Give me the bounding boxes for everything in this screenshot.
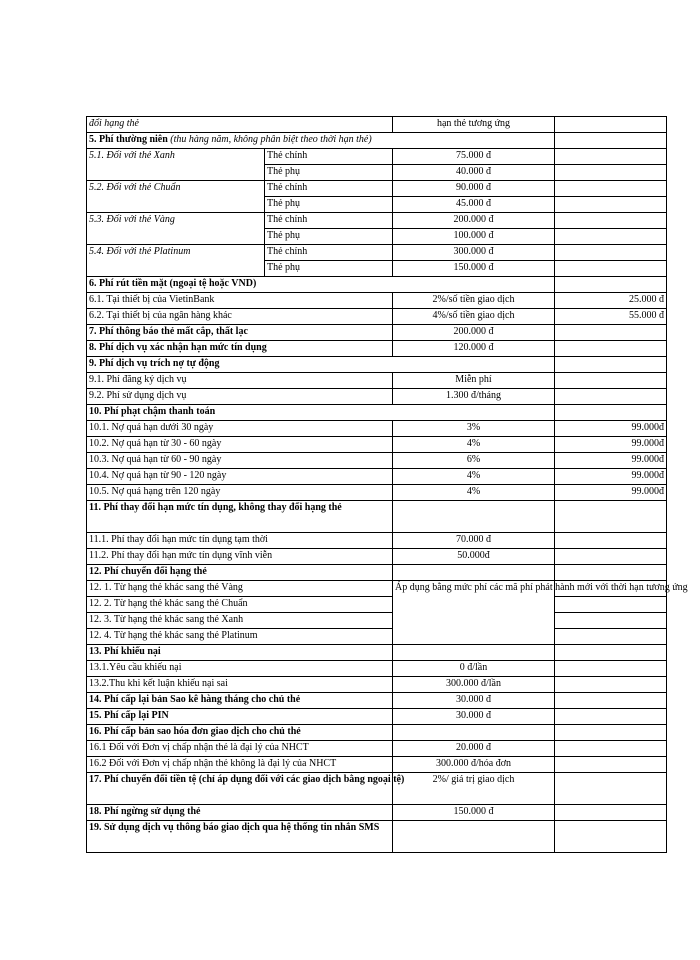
fee-value: 300.000 đ/hóa đơn — [393, 757, 555, 773]
card-type: Thẻ phụ — [265, 261, 393, 277]
empty-cell — [555, 277, 667, 293]
row-label: 16.1 Đối với Đơn vị chấp nhận thẻ là đại lý của NHCT — [87, 741, 393, 757]
section-title: 15. Phí cấp lại PIN — [87, 709, 393, 725]
fee-value: hạn thẻ tương ứng — [393, 117, 555, 133]
fee-table — [86, 116, 688, 853]
empty-cell — [555, 693, 667, 709]
section-label — [87, 133, 555, 149]
section-title: 19. Sử dụng dịch vụ thông báo giao dịch qua hệ thống tin nhắn SMS — [87, 821, 393, 853]
empty-cell — [555, 149, 667, 165]
card-type: Thẻ phụ — [265, 229, 393, 245]
empty-cell — [555, 709, 667, 725]
empty-cell — [555, 821, 667, 853]
fee-value: 75.000 đ — [393, 149, 555, 165]
empty-cell — [555, 629, 667, 645]
empty-cell — [555, 229, 667, 245]
fee-value: 50.000đ — [393, 549, 555, 565]
empty-cell — [555, 389, 667, 405]
empty-cell — [555, 373, 667, 389]
section-header — [87, 565, 667, 581]
empty-cell — [555, 741, 667, 757]
section-title: 16. Phí cấp bản sao hóa đơn giao dịch cho chủ thẻ — [87, 725, 393, 741]
fee-minimum: 99.000đ — [555, 469, 667, 485]
table-row — [87, 421, 667, 437]
empty-cell — [555, 725, 667, 741]
empty-cell — [393, 725, 555, 741]
row-label: 12. 2. Từ hạng thẻ khác sang thẻ Chuẩn — [87, 597, 393, 613]
section-header — [87, 341, 667, 357]
table-row — [87, 453, 667, 469]
section-header — [87, 709, 667, 725]
fee-value: 4% — [393, 485, 555, 501]
row-label: 9.2. Phí sử dụng dịch vụ — [87, 389, 393, 405]
empty-cell — [555, 261, 667, 277]
fee-value: 2%/ giá trị giao dịch — [393, 773, 555, 805]
fee-value: 200.000 đ — [393, 325, 555, 341]
row-label: 12. 4. Từ hạng thẻ khác sang thẻ Platinum — [87, 629, 393, 645]
row-label: 6.2. Tại thiết bị của ngân hàng khác — [87, 309, 393, 325]
section-header — [87, 773, 667, 805]
fee-value: Áp dụng bằng mức phí các mã phí phát hành mới với thời hạn tương ứng — [393, 581, 555, 645]
row-label: 10.1. Nợ quá hạn dưới 30 ngày — [87, 421, 393, 437]
empty-cell — [555, 533, 667, 549]
fee-minimum: 99.000đ — [555, 421, 667, 437]
card-type: Thẻ chính — [265, 149, 393, 165]
empty-cell — [393, 501, 555, 533]
section-header — [87, 725, 667, 741]
section-title: 6. Phí rút tiền mặt (ngoại tệ hoặc VND) — [87, 277, 555, 293]
empty-cell — [555, 325, 667, 341]
table-row — [87, 549, 667, 565]
section-title: 18. Phí ngừng sử dụng thẻ — [87, 805, 393, 821]
row-label: 5.1. Đối với thẻ Xanh — [87, 149, 265, 181]
empty-cell — [393, 565, 555, 581]
fee-value: 30.000 đ — [393, 693, 555, 709]
row-label: 5.2. Đối với thẻ Chuẩn — [87, 181, 265, 213]
section-title: 8. Phí dịch vụ xác nhận hạn mức tín dụng — [87, 341, 393, 357]
section-header — [87, 357, 667, 373]
table-row — [87, 757, 667, 773]
card-type: Thẻ phụ — [265, 197, 393, 213]
row-label: 13.1.Yêu cầu khiếu nại — [87, 661, 393, 677]
table-row — [87, 373, 667, 389]
table-row — [87, 661, 667, 677]
table-row — [87, 741, 667, 757]
empty-cell — [555, 677, 667, 693]
row-label: 16.2 Đối với Đơn vị chấp nhận thẻ không là đại lý của NHCT — [87, 757, 393, 773]
row-label: 12. 1. Từ hạng thẻ khác sang thẻ Vàng — [87, 581, 393, 597]
card-type: Thẻ chính — [265, 245, 393, 261]
row-label: 11.1. Phí thay đổi hạn mức tín dụng tạm thời — [87, 533, 393, 549]
fee-minimum: 99.000đ — [555, 453, 667, 469]
row-label: 5.3. Đối với thẻ Vàng — [87, 213, 265, 245]
table-row — [87, 677, 667, 693]
empty-cell — [555, 341, 667, 357]
section-header — [87, 693, 667, 709]
empty-cell — [555, 645, 667, 661]
fee-value: 120.000 đ — [393, 341, 555, 357]
section-header — [87, 805, 667, 821]
fee-value: 0 đ/lần — [393, 661, 555, 677]
empty-cell — [555, 405, 667, 421]
row-label: 12. 3. Từ hạng thẻ khác sang thẻ Xanh — [87, 613, 393, 629]
empty-cell — [555, 357, 667, 373]
empty-cell — [555, 213, 667, 229]
fee-value: 6% — [393, 453, 555, 469]
row-label: 10.4. Nợ quá hạn từ 90 - 120 ngày — [87, 469, 393, 485]
table-row — [87, 597, 667, 613]
empty-cell — [393, 821, 555, 853]
section-header — [87, 501, 667, 533]
table-row — [87, 149, 667, 165]
section-title: 13. Phí khiếu nại — [87, 645, 393, 661]
card-type: Thẻ phụ — [265, 165, 393, 181]
section-header — [87, 405, 667, 421]
fee-value: 45.000 đ — [393, 197, 555, 213]
table-row — [87, 213, 667, 229]
row-label: 5.4. Đối với thẻ Platinum — [87, 245, 265, 277]
table-row — [87, 485, 667, 501]
fee-value: 4%/số tiền giao dịch — [393, 309, 555, 325]
empty-cell — [555, 565, 667, 581]
section-title: 17. Phí chuyển đổi tiền tệ (chỉ áp dụng đối với các giao dịch bằng ngoại tệ) — [87, 773, 393, 805]
table-row — [87, 533, 667, 549]
fee-value: 150.000 đ — [393, 261, 555, 277]
empty-cell — [555, 549, 667, 565]
fee-value: Miễn phí — [393, 373, 555, 389]
fee-value: 20.000 đ — [393, 741, 555, 757]
row-label: 13.2.Thu khi kết luận khiếu nại sai — [87, 677, 393, 693]
fee-value: 70.000 đ — [393, 533, 555, 549]
empty-cell — [555, 773, 667, 805]
table-row — [87, 469, 667, 485]
fee-value: 100.000 đ — [393, 229, 555, 245]
section-header — [87, 325, 667, 341]
table-row — [87, 293, 667, 309]
fee-value: 3% — [393, 421, 555, 437]
empty-cell — [555, 181, 667, 197]
empty-cell — [555, 165, 667, 181]
row-label: 10.3. Nợ quá hạn từ 60 - 90 ngày — [87, 453, 393, 469]
section-header — [87, 133, 667, 149]
table-row — [87, 629, 667, 645]
row-label: 10.5. Nợ quá hạng trên 120 ngày — [87, 485, 393, 501]
fee-value: 300.000 đ/lần — [393, 677, 555, 693]
table-row — [87, 117, 667, 133]
fee-value: 4% — [393, 469, 555, 485]
fee-value: 2%/số tiền giao dịch — [393, 293, 555, 309]
section-header — [87, 645, 667, 661]
empty-cell — [555, 661, 667, 677]
section-header — [87, 277, 667, 293]
empty-cell — [555, 117, 667, 133]
card-type: Thẻ chính — [265, 181, 393, 197]
section-note: (thu hàng năm, không phân biệt theo thời hạn thẻ) — [170, 134, 372, 145]
table-row — [87, 437, 667, 453]
fee-minimum: 99.000đ — [555, 485, 667, 501]
fee-value: 30.000 đ — [393, 709, 555, 725]
table-row — [87, 181, 667, 197]
row-label: đổi hạng thẻ — [87, 117, 393, 133]
row-label: 10.2. Nợ quá hạn từ 30 - 60 ngày — [87, 437, 393, 453]
section-title: 9. Phí dịch vụ trích nợ tự động — [87, 357, 555, 373]
section-title: 12. Phí chuyển đổi hạng thẻ — [87, 565, 393, 581]
empty-cell — [555, 501, 667, 533]
fee-value: 4% — [393, 437, 555, 453]
section-title: 11. Phí thay đổi hạn mức tín dụng, không thay đổi hạng thẻ — [87, 501, 393, 533]
empty-cell — [555, 757, 667, 773]
fee-minimum: 99.000đ — [555, 437, 667, 453]
section-title: 10. Phí phạt chậm thanh toán — [87, 405, 555, 421]
empty-cell — [555, 613, 667, 629]
fee-value: 1.300 đ/tháng — [393, 389, 555, 405]
fee-value: 300.000 đ — [393, 245, 555, 261]
row-label: 6.1. Tại thiết bị của VietinBank — [87, 293, 393, 309]
section-title: 5. Phí thường niên — [89, 134, 168, 145]
fee-value: 200.000 đ — [393, 213, 555, 229]
fee-minimum: 55.000 đ — [555, 309, 667, 325]
empty-cell — [555, 597, 667, 613]
card-type: Thẻ chính — [265, 213, 393, 229]
section-title: 7. Phí thông báo thẻ mất cắp, thất lạc — [87, 325, 393, 341]
section-header — [87, 821, 667, 853]
row-label: 11.2. Phí thay đổi hạn mức tín dụng vĩnh viễn — [87, 549, 393, 565]
table-row — [87, 581, 667, 597]
row-label: 9.1. Phí đăng ký dịch vụ — [87, 373, 393, 389]
empty-cell — [555, 805, 667, 821]
empty-cell — [555, 133, 667, 149]
fee-value: 90.000 đ — [393, 181, 555, 197]
empty-cell — [555, 245, 667, 261]
table-row — [87, 613, 667, 629]
section-title: 14. Phí cấp lại bản Sao kê hàng tháng cho chủ thẻ — [87, 693, 393, 709]
fee-value: 150.000 đ — [393, 805, 555, 821]
table-row — [87, 309, 667, 325]
empty-cell — [393, 645, 555, 661]
fee-value: 40.000 đ — [393, 165, 555, 181]
table-row — [87, 389, 667, 405]
table-row — [87, 245, 667, 261]
fee-minimum: 25.000 đ — [555, 293, 667, 309]
empty-cell — [555, 197, 667, 213]
